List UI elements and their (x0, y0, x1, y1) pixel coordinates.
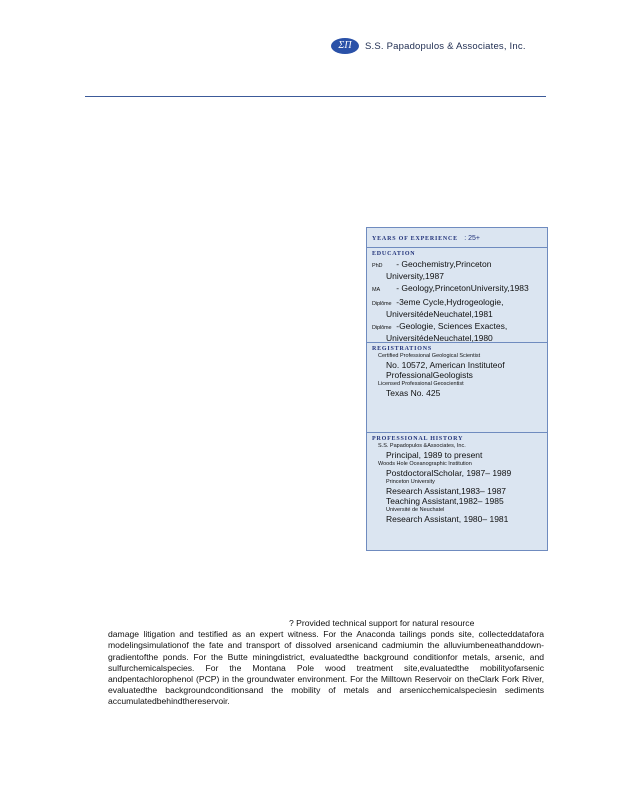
degree-label: MA (372, 287, 381, 293)
degree-cont: UniversitédeNeuchatel,1981 (386, 309, 493, 319)
history-org: S.S. Papadopulos &Associates, Inc. (378, 443, 466, 449)
history-title: PROFESSIONAL HISTORY (372, 436, 464, 442)
education-item (372, 259, 542, 281)
education-title: EDUCATION (372, 251, 416, 257)
degree-label: PhD (372, 263, 383, 269)
registration-label: Certified Professional Geological Scientist (378, 353, 481, 359)
resume-sidebar (366, 227, 548, 551)
degree-text: - Geochemistry,Princeton (396, 259, 492, 269)
degree-label: Diplôme (372, 301, 392, 307)
registrations-title: REGISTRATIONS (372, 346, 432, 352)
registrations-section (367, 343, 547, 433)
history-section (367, 433, 547, 528)
degree-text: -Geologie, Sciences Exactes, (396, 321, 508, 331)
degree-cont: University,1987 (386, 271, 444, 281)
education-item (372, 321, 542, 343)
history-role: Teaching Assistant,1982– 1985 (386, 496, 504, 506)
history-org: Princeton University (386, 479, 435, 485)
education-item (372, 283, 542, 295)
degree-label: Diplôme (372, 325, 392, 331)
description-paragraph: damage litigation and testified as an expert witness. For the Anaconda tailings ponds site, collecteddatafora modelingsimulationof the fate and transport of dissolved arsenicand cadmiumin the alluviumbeneathanddown-gradientofthe ponds. For the Butte miningdistrict, evaluatedthe background conditionfor metals, arsenic, and sulfurchemicalspecies. For the Montana Pole wood treatment site,evaluatedthe mobilityofarsenic andpentachlorophenol (PCP) in the groundwater environment. For the Milltown Reservoir on theClark Fork River, evaluatedthe backgroundconditionsand the mobility of metals and arsenicchemicalspeciesin sediments accumulatedbehindthereservoir. (108, 629, 544, 707)
company-name: S.S. Papadopulos & Associates, Inc. (365, 41, 526, 52)
degree-text: - Geology,PrincetonUniversity,1983 (396, 283, 529, 293)
years-label: YEARS OF EXPERIENCE (372, 236, 458, 242)
history-role: PostdoctoralScholar, 1987– 1989 (386, 468, 512, 478)
history-role: Principal, 1989 to present (386, 450, 483, 460)
education-item (372, 297, 542, 319)
description-first-line: ? Provided technical support for natural resource (289, 618, 475, 628)
registration-label: Licensed Professional Geoscientist (378, 381, 464, 387)
history-org: Woods Hole Oceanographic Institution (378, 461, 472, 467)
history-role: Research Assistant,1983– 1987 (386, 486, 507, 496)
degree-text: -3eme Cycle,Hydrogeologie, (396, 297, 504, 307)
project-description (108, 618, 544, 708)
company-logo: ΣΠ (331, 38, 359, 54)
history-role: Research Assistant, 1980– 1981 (386, 514, 509, 524)
education-section (367, 248, 547, 343)
registration-line: No. 10572, American Instituteof (386, 360, 505, 370)
registration-line: Texas No. 425 (386, 388, 441, 398)
header-divider (85, 96, 546, 97)
years-section (367, 228, 547, 248)
registration-line: ProfessionalGeologists (386, 370, 473, 380)
years-value: : 25+ (464, 235, 480, 242)
degree-cont: UniversitédeNeuchatel,1980 (386, 333, 493, 343)
history-org: Université de Neuchatel (386, 507, 445, 513)
